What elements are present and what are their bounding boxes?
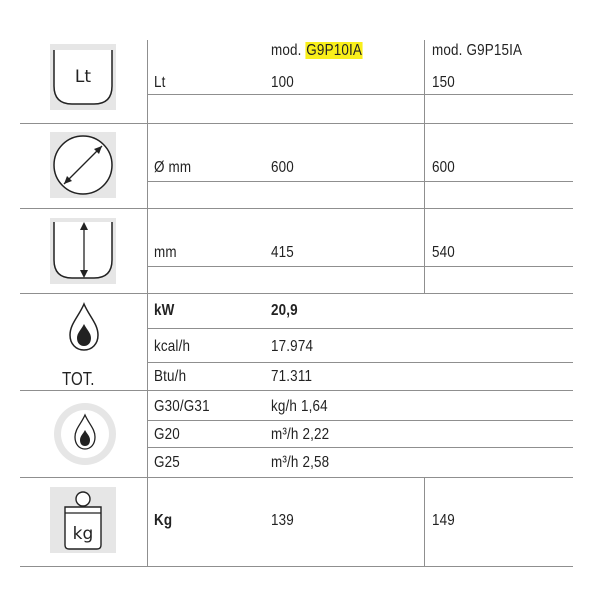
power-btu-value: 71.311: [271, 368, 313, 385]
model-1-prefix: mod.: [271, 42, 302, 59]
weight-icon-text: kg: [72, 524, 94, 544]
gas-g25-label: G25: [154, 454, 180, 471]
power-kcal-label: kcal/h: [154, 338, 191, 355]
power-btu-label: Btu/h: [154, 368, 187, 385]
divider: [148, 266, 573, 267]
divider: [20, 123, 573, 124]
weight-value-1: 139: [271, 512, 294, 529]
depth-label: mm: [154, 244, 177, 261]
weight-label: Kg: [154, 512, 173, 529]
divider: [148, 181, 573, 182]
divider: [20, 566, 573, 567]
depth-value-1: 415: [271, 244, 294, 261]
divider: [148, 420, 573, 421]
model-2-header: mod. G9P15IA: [432, 42, 523, 59]
divider: [148, 362, 573, 363]
diameter-icon: [50, 132, 116, 203]
divider: [148, 328, 573, 329]
divider: [148, 447, 573, 448]
column-divider: [424, 40, 425, 294]
capacity-value-1: 100: [271, 74, 294, 91]
weight-value-2: 149: [432, 512, 455, 529]
gas-g20-value: m³/h 2,22: [271, 426, 330, 443]
column-divider: [147, 40, 148, 567]
power-kw-label: kW: [154, 302, 175, 319]
gas-g25-value: m³/h 2,58: [271, 454, 330, 471]
flame-icon: [67, 302, 101, 357]
divider: [20, 477, 573, 478]
depth-value-2: 540: [432, 244, 455, 261]
capacity-icon-text: Lt: [74, 67, 92, 87]
gas-g20-label: G20: [154, 426, 180, 443]
model-1-header: [271, 42, 363, 60]
divider: [20, 208, 573, 209]
divider: [148, 94, 573, 95]
diameter-value-1: 600: [271, 159, 294, 176]
depth-icon: [50, 218, 116, 289]
diameter-label: Ø mm: [154, 159, 192, 176]
capacity-label: Lt: [154, 74, 166, 91]
column-divider: [424, 477, 425, 566]
divider: [20, 390, 573, 391]
total-label: TOT.: [62, 369, 95, 389]
gas-flame-icon: [52, 401, 118, 472]
power-kw-value: 20,9: [271, 302, 298, 319]
capacity-value-2: 150: [432, 74, 455, 91]
gas-g30-value: kg/h 1,64: [271, 398, 328, 415]
power-kcal-value: 17.974: [271, 338, 314, 355]
diameter-value-2: 600: [432, 159, 455, 176]
model-1-name: G9P10IA: [306, 42, 363, 59]
gas-g30-label: G30/G31: [154, 398, 210, 415]
divider: [20, 293, 573, 294]
capacity-icon: [50, 44, 116, 115]
weight-icon: [50, 487, 116, 558]
